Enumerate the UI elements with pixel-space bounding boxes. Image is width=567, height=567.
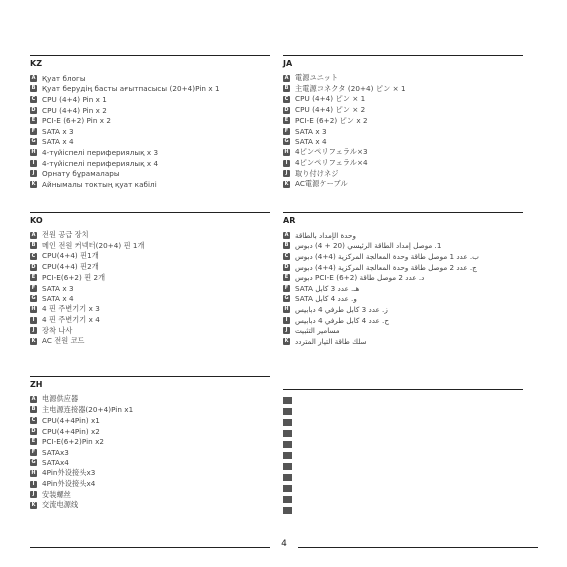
letter-badge: J: [30, 491, 37, 498]
letter-badge: H: [284, 305, 289, 312]
section-ja: [283, 55, 523, 190]
list-item: [283, 84, 523, 95]
letter-badge: B: [284, 85, 289, 92]
item-text: 1. موصل إمداد الطاقة الرئيسي (20 + 4) دبوس: [295, 241, 442, 251]
list-item: [30, 137, 270, 148]
item-text: 安装螺丝: [42, 489, 71, 499]
letter-badge: K: [284, 337, 289, 344]
item-text: CPU(4+4Pin) x1: [42, 415, 100, 425]
letter-badge: D: [284, 106, 289, 113]
item-text: 主电源连接器(20+4)Pin x1: [42, 404, 134, 414]
item-text: PCI-E (6+2) Pin x 2: [42, 116, 112, 126]
list-item: [283, 94, 523, 105]
blank-marker: [283, 397, 292, 404]
list-item: [30, 115, 270, 126]
item-text: SATA x 4: [42, 137, 74, 147]
blank-marker: [283, 430, 292, 437]
section-code: KZ: [30, 55, 270, 69]
list-item: [30, 84, 270, 95]
section-zh: [30, 376, 270, 511]
letter-badge: I: [30, 317, 37, 324]
item-text: Қуат блогы: [42, 73, 86, 83]
item-text: CPU (4+4) Pin x 2: [42, 105, 107, 115]
item-text: 4Pin外设接头x4: [42, 479, 96, 489]
letter-badge: B: [31, 406, 36, 413]
letter-badge: J: [283, 327, 290, 334]
letter-badge: E: [31, 274, 36, 281]
list-item: [30, 179, 270, 190]
item-text: SATAx4: [42, 458, 69, 468]
letter-badge: B: [31, 242, 36, 249]
letter-badge: E: [284, 117, 289, 124]
item-text: SATA x 4: [42, 294, 74, 304]
list-item: [283, 262, 553, 273]
list-item: [283, 251, 553, 262]
section-ar: [283, 212, 553, 347]
letter-badge: C: [284, 252, 289, 259]
item-text: 장착 나사: [42, 325, 73, 335]
letter-badge: J: [30, 170, 37, 177]
letter-badge: H: [31, 305, 36, 312]
list-item: [30, 458, 270, 469]
letter-badge: C: [31, 95, 36, 102]
item-text: و. عدد 4 كابل SATA: [295, 294, 357, 304]
list-item: [283, 283, 553, 294]
letter-badge: D: [31, 106, 36, 113]
letter-badge: G: [31, 295, 36, 302]
list-item: [30, 283, 270, 294]
list-item: [30, 500, 270, 511]
letter-badge: K: [31, 337, 36, 344]
list-item: [30, 168, 270, 179]
item-text: 4 핀 주변기기 x 4: [42, 315, 100, 325]
letter-badge: E: [31, 117, 36, 124]
letter-badge: D: [31, 263, 36, 270]
list-item: [30, 405, 270, 416]
item-text: مسامير التثبيت: [295, 326, 340, 336]
letter-badge: J: [30, 327, 37, 334]
list-item: [30, 426, 270, 437]
list-item: [283, 115, 523, 126]
item-text: ب. عدد 1 موصل طاقة وحدة المعالجة المركزية (4+4) دبوس: [295, 251, 479, 261]
list-item: [283, 325, 553, 336]
item-text: وحدة الإمداد بالطاقة: [295, 230, 356, 240]
list-item: [283, 336, 553, 347]
letter-badge: K: [284, 180, 289, 187]
letter-badge: F: [31, 127, 36, 134]
item-text: SATAx3: [42, 447, 69, 457]
list-item: [30, 294, 270, 305]
blank-marker: [283, 474, 292, 481]
blank-marker: [283, 485, 292, 492]
letter-badge: A: [284, 74, 289, 81]
item-list: [30, 394, 270, 511]
item-list: [283, 73, 523, 190]
blank-marker: [283, 452, 292, 459]
list-item: [30, 105, 270, 116]
list-item: [30, 230, 270, 241]
letter-badge: G: [284, 295, 289, 302]
list-item: [283, 179, 523, 190]
letter-badge: E: [284, 274, 289, 281]
list-item: [283, 294, 553, 305]
list-item: [30, 272, 270, 283]
item-text: SATA x 4: [295, 137, 327, 147]
letter-badge: A: [31, 395, 36, 402]
item-text: سلك طاقة التيار المتردد: [295, 336, 367, 346]
item-text: CPU(4+4Pin) x2: [42, 426, 100, 436]
item-text: ج. عدد 2 موصل طاقة وحدة المعالجة المركزية (4+4) دبوس: [295, 262, 477, 272]
letter-badge: G: [31, 138, 36, 145]
blank-marker: [283, 496, 292, 503]
section-ko: [30, 212, 270, 347]
list-item: [30, 394, 270, 405]
list-item: [283, 147, 523, 158]
letter-badge: H: [31, 148, 36, 155]
letter-badge: I: [283, 160, 290, 167]
letter-badge: E: [31, 438, 36, 445]
list-item: [30, 415, 270, 426]
letter-badge: G: [31, 459, 36, 466]
list-item: [283, 105, 523, 116]
item-text: Айнымалы токтың қуат кабілі: [42, 179, 157, 189]
item-text: د. عدد 2 موصل طاقة PCI-E (6+2) دبوس: [295, 273, 425, 283]
blank-marker: [283, 408, 292, 415]
item-text: CPU (4+4) Pin x 1: [42, 94, 107, 104]
item-text: CPU(4+4) 핀1개: [42, 251, 99, 261]
letter-badge: B: [31, 85, 36, 92]
item-text: 主電源コネクタ (20+4) ピン × 1: [295, 83, 406, 93]
item-text: هـ. عدد 3 كابل SATA: [295, 283, 360, 293]
list-item: [30, 436, 270, 447]
list-item: [283, 126, 523, 137]
letter-badge: F: [31, 448, 36, 455]
item-text: SATA x 3: [295, 126, 327, 136]
footer-rule-left: [30, 547, 270, 548]
item-text: 전원 공급 장치: [42, 230, 89, 240]
item-text: PCI-E(6+2) 핀 2개: [42, 272, 106, 282]
item-text: 交流电源线: [42, 500, 79, 510]
blank-marker: [283, 419, 292, 426]
list-item: [30, 94, 270, 105]
letter-badge: F: [284, 284, 289, 291]
item-text: 4Pin外设接头x3: [42, 468, 96, 478]
item-text: 4-түйіспелі перифериялық x 4: [42, 158, 159, 168]
list-item: [283, 158, 523, 169]
list-item: [30, 304, 270, 315]
letter-badge: H: [284, 148, 289, 155]
item-text: ز. عدد 3 كابل طرفي 4 دبابيس: [295, 304, 388, 314]
list-item: [283, 272, 553, 283]
letter-badge: I: [283, 317, 290, 324]
list-item: [30, 479, 270, 490]
footer-rule-right: [298, 547, 538, 548]
item-text: 电源供应器: [42, 394, 79, 404]
section-code: KO: [30, 212, 270, 226]
list-item: [283, 304, 553, 315]
letter-badge: C: [31, 252, 36, 259]
item-list: [30, 230, 270, 347]
item-text: SATA x 3: [42, 283, 74, 293]
letter-badge: F: [284, 127, 289, 134]
list-item: [30, 147, 270, 158]
item-list: [283, 230, 553, 347]
item-text: PCI-E(6+2)Pin x2: [42, 437, 105, 447]
item-text: AC 전원 코드: [42, 336, 85, 346]
letter-badge: C: [284, 95, 289, 102]
letter-badge: A: [31, 74, 36, 81]
page-number: 4: [281, 539, 287, 549]
item-text: 4 핀 주변기기 x 3: [42, 304, 100, 314]
list-item: [30, 315, 270, 326]
list-item: [283, 73, 523, 84]
list-item: [30, 251, 270, 262]
item-text: Орнату бұрамалары: [42, 169, 120, 179]
list-item: [30, 468, 270, 479]
list-item: [30, 126, 270, 137]
list-item: [30, 158, 270, 169]
item-text: 4ピンペリフェラル×3: [295, 147, 368, 157]
list-item: [283, 315, 553, 326]
list-item: [30, 325, 270, 336]
item-text: 메인 전원 커넥터(20+4) 핀 1개: [42, 240, 145, 250]
section-kz: [30, 55, 270, 190]
item-text: ح. عدد 4 كابل طرفي 4 دبابيس: [295, 315, 389, 325]
item-text: SATA x 3: [42, 126, 74, 136]
item-text: CPU (4+4) ピン × 1: [295, 94, 366, 104]
letter-badge: G: [284, 138, 289, 145]
item-text: 4-түйіспелі перифериялық x 3: [42, 147, 159, 157]
list-item: [30, 489, 270, 500]
letter-badge: H: [31, 469, 36, 476]
item-text: CPU(4+4) 핀2개: [42, 262, 99, 272]
list-item: [283, 137, 523, 148]
item-text: AC電源ケーブル: [295, 179, 348, 189]
list-item: [30, 336, 270, 347]
letter-badge: F: [31, 284, 36, 291]
letter-badge: A: [31, 231, 36, 238]
section-code: JA: [283, 55, 523, 69]
blank-marker: [283, 463, 292, 470]
letter-badge: D: [284, 263, 289, 270]
letter-badge: B: [284, 242, 289, 249]
list-item: [30, 241, 270, 252]
list-item: [30, 447, 270, 458]
item-text: Қуат берудің басты ағытпасысы (20+4)Pin x 1: [42, 84, 220, 94]
item-text: 電源ユニット: [295, 73, 339, 83]
list-item: [30, 262, 270, 273]
item-text: 4ピンペリフェラル×4: [295, 158, 368, 168]
letter-badge: I: [30, 160, 37, 167]
letter-badge: I: [30, 481, 37, 488]
item-text: 取り付けネジ: [295, 168, 339, 178]
letter-badge: A: [284, 231, 289, 238]
blank-marker: [283, 441, 292, 448]
list-item: [283, 241, 553, 252]
list-item: [283, 168, 523, 179]
letter-badge: K: [31, 180, 36, 187]
letter-badge: K: [31, 501, 36, 508]
letter-badge: C: [31, 416, 36, 423]
list-item: [30, 73, 270, 84]
item-text: PCI-E (6+2) ピン x 2: [295, 115, 368, 125]
section-code: AR: [283, 212, 523, 226]
item-list: [30, 73, 270, 190]
letter-badge: D: [31, 427, 36, 434]
section-code: ZH: [30, 376, 270, 390]
blank-marker: [283, 507, 292, 514]
item-text: CPU (4+4) ピン × 2: [295, 105, 366, 115]
letter-badge: J: [283, 170, 290, 177]
blank-section-rule: [283, 389, 523, 391]
list-item: [283, 230, 553, 241]
